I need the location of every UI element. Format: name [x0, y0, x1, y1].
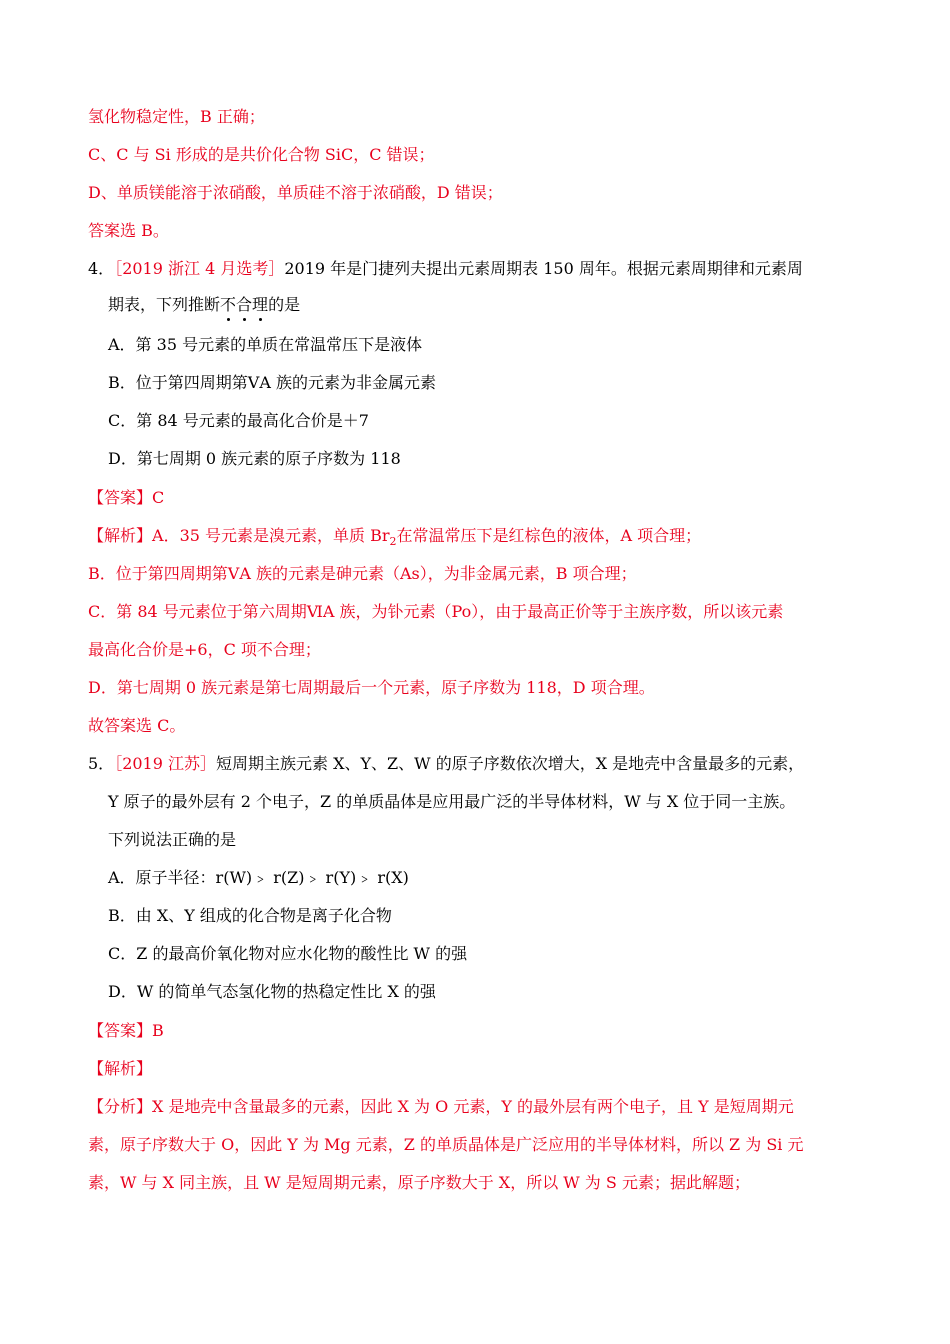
- analysis-text: A．35 号元素是溴元素，单质 Br: [152, 526, 390, 545]
- answer-value: C: [152, 488, 165, 507]
- q5-option-c: C．Z 的最高价氧化物对应水化物的酸性比 W 的强: [108, 944, 468, 963]
- q5-fenxi-line-1: [88, 1096, 794, 1118]
- q4-analysis-line-1: [88, 525, 701, 547]
- cont-line-1: 氢化物稳定性，B 正确；: [88, 107, 265, 126]
- q4-stem-2b: 的是: [268, 295, 301, 314]
- analysis-label: 【解析】: [88, 526, 153, 545]
- q5-fenxi-line-2: 素，原子序数大于 O，因此 Y 为 Mg 元素，Z 的单质晶体是广泛应用的半导体材料，所以 Z 为 Si 元: [88, 1135, 804, 1154]
- analysis-text: 在常温常压下是红棕色的液体，A 项合理；: [396, 526, 702, 545]
- answer-value: B: [152, 1021, 164, 1040]
- emphasis-dot-char: 不: [220, 295, 237, 314]
- answer-label: 【答案】: [88, 488, 153, 507]
- q4-analysis-line-4: 最高化合价是+6，C 项不合理；: [88, 640, 321, 659]
- q5-stem-1: 短周期主族元素 X、Y、Z、W 的原子序数依次增大，X 是地壳中含量最多的元素，: [216, 754, 805, 773]
- q4-analysis-line-6: 故答案选 C。: [88, 716, 186, 735]
- q4-stem-2a: 期表，下列推断: [108, 295, 221, 314]
- q4-number: 4．: [88, 259, 115, 278]
- emphasis-dot-char: 理: [252, 295, 269, 314]
- q4-answer: [88, 487, 164, 509]
- q4-option-c: C．第 84 号元素的最高化合价是＋7: [108, 411, 369, 430]
- q4-analysis-line-5: D．第七周期 0 族元素是第七周期最后一个元素，原子序数为 118，D 项合理。: [88, 678, 655, 697]
- q4-stem-1: 2019 年是门捷列夫提出元素周期表 150 周年。根据元素周期律和元素周: [284, 259, 803, 278]
- emphasis-dot-char: 合: [236, 295, 253, 314]
- q5-analysis-label: 【解析】: [88, 1059, 153, 1078]
- q5-option-a: A．原子半径：r(W)﹥ r(Z)﹥ r(Y)﹥ r(X): [108, 868, 409, 887]
- q4-option-b: B．位于第四周期第ⅤA 族的元素为非金属元素: [108, 373, 436, 392]
- cont-line-4: 答案选 B。: [88, 221, 169, 240]
- cont-line-3: D、单质镁能溶于浓硝酸，单质硅不溶于浓硝酸，D 错误；: [88, 183, 503, 202]
- q4-stem-line-1: [88, 258, 803, 280]
- q4-option-a: A．第 35 号元素的单质在常温常压下是液体: [108, 335, 423, 354]
- q5-stem-line-2: Y 原子的最外层有 2 个电子，Z 的单质晶体是应用最广泛的半导体材料，W 与 X 位于同一主族。: [108, 792, 796, 811]
- q5-fenxi-line-3: 素，W 与 X 同主族，且 W 是短周期元素，原子序数大于 X，所以 W 为 S 元素；据此解题；: [88, 1173, 750, 1192]
- q4-stem-line-2: [108, 294, 300, 316]
- q4-option-d: D．第七周期 0 族元素的原子序数为 118: [108, 449, 401, 468]
- subscript: 2: [389, 535, 397, 548]
- fenxi-text: X 是地壳中含量最多的元素，因此 X 为 O 元素，Y 的最外层有两个电子，且 Y 是短周期元: [152, 1097, 794, 1116]
- cont-line-2: C、C 与 Si 形成的是共价化合物 SiC，C 错误；: [88, 145, 435, 164]
- q5-stem-line-1: [88, 753, 804, 775]
- q5-option-b: B．由 X、Y 组成的化合物是离子化合物: [108, 906, 392, 925]
- q5-source: ［2019 江苏］: [114, 754, 216, 773]
- q5-number: 5．: [88, 754, 115, 773]
- q4-analysis-line-3: C．第 84 号元素位于第六周期ⅥA 族，为钋元素（Po），由于最高正价等于主族序数，所以该元素: [88, 602, 784, 621]
- answer-label: 【答案】: [88, 1021, 153, 1040]
- q4-source: ［2019 浙江 4 月选考］: [114, 259, 285, 278]
- q5-option-d: D．W 的简单气态氢化物的热稳定性比 X 的强: [108, 982, 436, 1001]
- q5-stem-line-3: 下列说法正确的是: [108, 830, 237, 849]
- q4-analysis-line-2: B．位于第四周期第ⅤA 族的元素是砷元素（As），为非金属元素，B 项合理；: [88, 564, 637, 583]
- fenxi-label: 【分析】: [88, 1097, 153, 1116]
- q5-answer: [88, 1020, 164, 1042]
